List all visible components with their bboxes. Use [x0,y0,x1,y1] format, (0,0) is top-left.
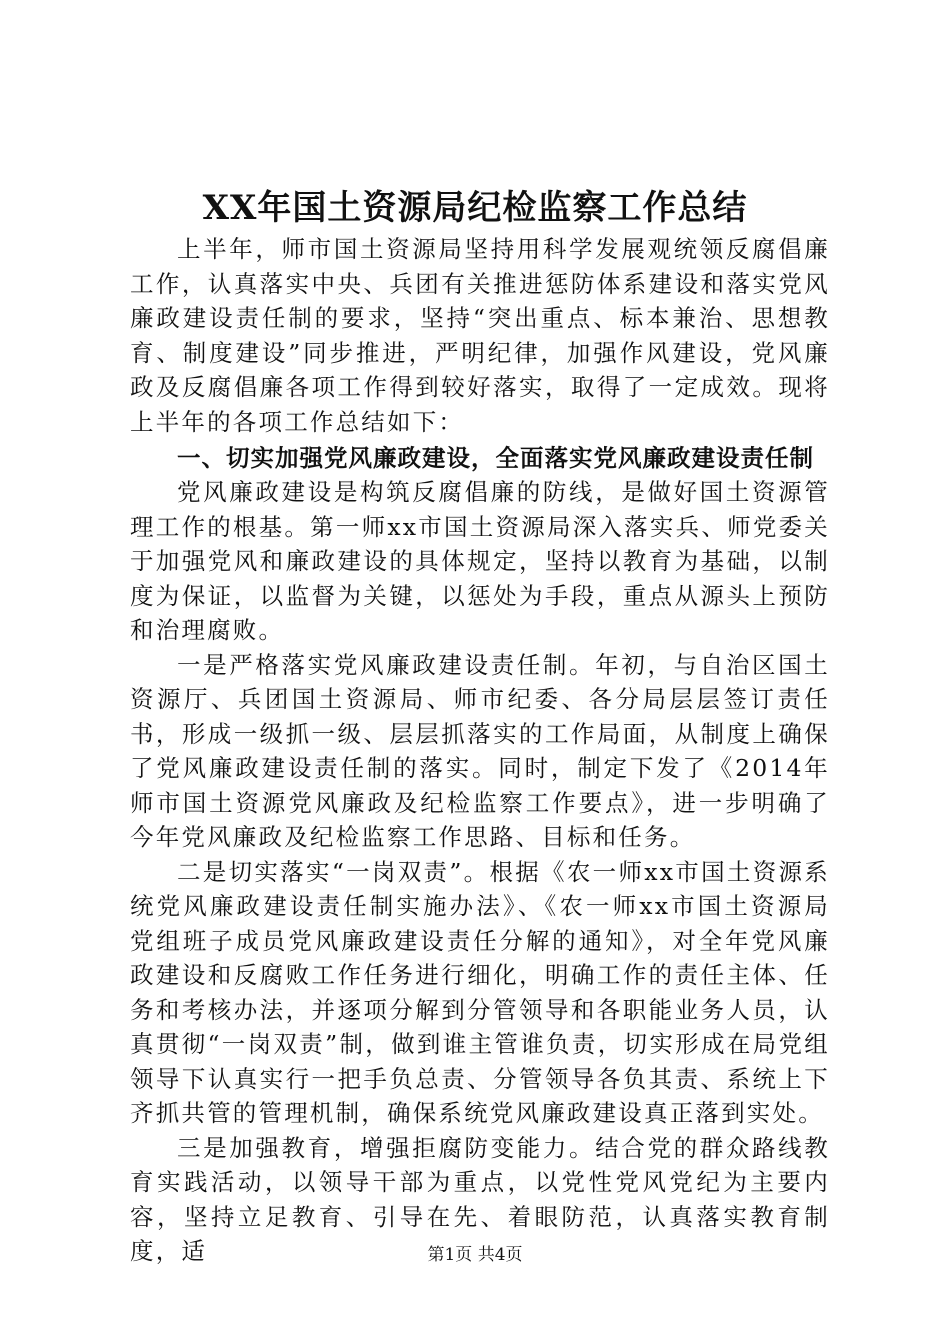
item-1-paragraph: 一是严格落实党风廉政建设责任制。年初，与自治区国土资源厅、兵团国土资源局、师市纪委、各分局层层签订责任书，形成一级抓一级、层层抓落实的工作局面，从制度上确保了党风廉政建设责任制的落实。同时，制定下发了《2014年师市国土资源党风廉政及纪检监察工作要点》，进一步明确了今年党风廉政及纪检监察工作思路、目标和任务。 [130,650,830,851]
document-title: XX年国土资源局纪检监察工作总结 [202,188,748,228]
item-3-paragraph: 三是加强教育，增强拒腐防变能力。结合党的群众路线教育实践活动，以领导干部为重点，以党性党风党纪为主要内容，坚持立足教育、引导在先、着眼防范，认真落实教育制度，适 [130,1133,830,1265]
document-body [130,232,830,1269]
item-2-paragraph: 二是切实落实“一岗双责”。根据《农一师xx市国土资源系统党风廉政建设责任制实施办法》、《农一师xx市国土资源局党组班子成员党风廉政建设责任分解的通知》，对全年党风廉政建设和反腐败工作任务进行细化，明确工作的责任主体、任务和考核办法，并逐项分解到分管领导和各职能业务人员，认真贯彻“一岗双责”制，做到谁主管谁负责，切实形成在局党组领导下认真实行一把手负总责、分管领导各负其责、系统上下齐抓共管的管理机制，确保系统党风廉政建设真正落到实处。 [130,857,830,1127]
section-1-paragraph: 党风廉政建设是构筑反腐倡廉的防线，是做好国土资源管理工作的根基。第一师xx市国土资源局深入落实兵、师党委关于加强党风和廉政建设的具体规定，坚持以教育为基础，以制度为保证，以监督为关键，以惩处为手段，重点从源头上预防和治理腐败。 [130,478,830,644]
intro-paragraph: 上半年，师市国土资源局坚持用科学发展观统领反腐倡廉工作，认真落实中央、兵团有关推进惩防体系建设和落实党风廉政建设责任制的要求，坚持“突出重点、标本兼治、思想教育、制度建设”同步推进，严明纪律，加强作风建设，党风廉政及反腐倡廉各项工作得到较好落实，取得了一定成效。现将上半年的各项工作总结如下： [130,235,830,436]
page-number-footer: 第1页 共4页 [427,1245,523,1265]
section-heading-1: 一、切实加强党风廉政建设，全面落实党风廉政建设责任制 [177,444,814,472]
